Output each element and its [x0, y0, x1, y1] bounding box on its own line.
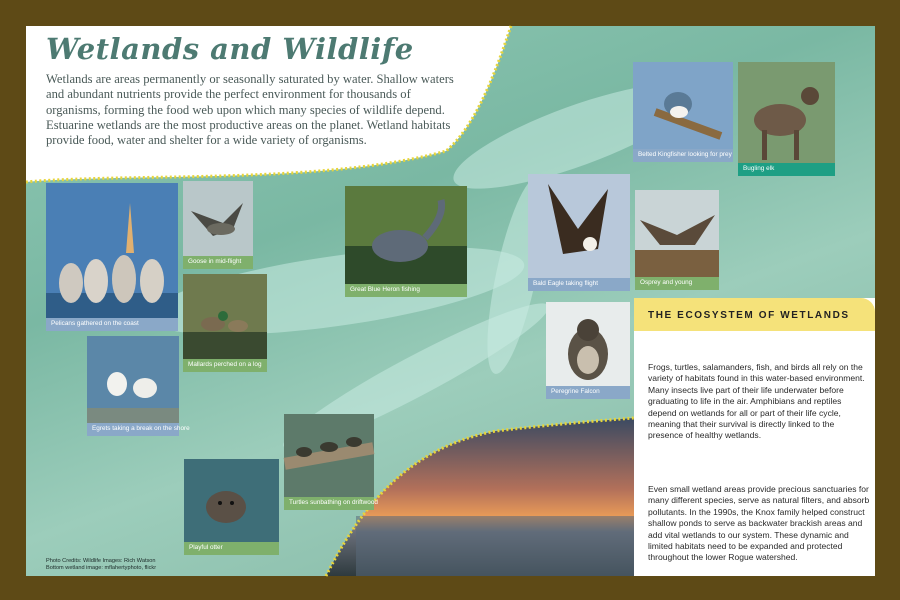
- pelicans-image: [46, 183, 178, 331]
- photo-elk: [738, 62, 835, 176]
- photo-mallards: [183, 274, 267, 372]
- caption-falcon: Peregrine Falcon: [546, 386, 630, 399]
- caption-pelicans: Pelicans gathered on the coast: [46, 318, 178, 331]
- credits-line-2: Bottom wetland image: mflahertyphoto, flickr: [46, 565, 157, 571]
- caption-heron: Great Blue Heron fishing: [345, 284, 467, 297]
- caption-egrets: Egrets taking a break on the shore: [87, 423, 179, 436]
- photo-osprey: [635, 190, 719, 290]
- page-title: Wetlands and Wildlife: [46, 32, 414, 66]
- ecosystem-paragraph-2: Even small wetland areas provide precious sanctuaries for many different species, serve as natural filters, and absorb pollutants. In the 1990s, the Knox family helped construct shallow ponds to serve as backwater brackish areas and add vital wetlands to our system. These dynamic and limited habitats need to be expanded and protected throughout the lower Rogue watershed.: [648, 484, 870, 563]
- photo-turtles: [284, 414, 378, 510]
- photo-egrets: [87, 336, 190, 436]
- photo-eagle: [528, 174, 630, 291]
- caption-mallards: Mallards perched on a log: [183, 359, 267, 372]
- photo-falcon: [546, 302, 630, 399]
- caption-goose: Goose in mid-flight: [183, 256, 253, 269]
- photo-credits: [46, 558, 156, 572]
- elk-image: [738, 62, 835, 176]
- falcon-image: [546, 302, 630, 399]
- credits-line-1: Photo Credits: Wildlife Images: Rich Watson: [46, 558, 156, 564]
- wetlands-panel: [26, 26, 875, 576]
- egrets-image: [87, 336, 179, 436]
- caption-kingfisher: Belted Kingfisher looking for prey: [633, 149, 733, 162]
- water-reflection: [356, 516, 634, 576]
- caption-osprey: Osprey and young: [635, 277, 719, 290]
- eagle-image: [528, 174, 630, 291]
- caption-eagle: Bald Eagle taking flight: [528, 278, 630, 291]
- kingfisher-image: [633, 62, 733, 162]
- photo-otter: [184, 459, 279, 555]
- ecosystem-paragraph-1: Frogs, turtles, salamanders, fish, and birds all rely on the variety of habitats found in this water-based environment. Many insects live part of their life underwater before graduating to life in the air. Amphibians and reptiles depend on wetlands for all or part of their life cycle, meaning that their survival is directly linked to the presence of healthy wetlands.: [648, 362, 865, 441]
- otter-image: [184, 459, 279, 555]
- caption-otter: Playful otter: [184, 542, 279, 555]
- ecosystem-header: [634, 298, 875, 331]
- turtles-image: [284, 414, 374, 510]
- caption-elk: Bugling elk: [738, 163, 835, 176]
- photo-pelicans: [46, 183, 178, 331]
- heron-image: [345, 186, 467, 297]
- photo-kingfisher: [633, 62, 733, 162]
- photo-heron: [345, 186, 467, 297]
- ecosystem-title: THE ECOSYSTEM OF WETLANDS: [648, 310, 850, 321]
- mallards-image: [183, 274, 267, 372]
- caption-turtles: Turtles sunbathing on driftwood: [284, 497, 374, 510]
- photo-goose: [183, 181, 253, 269]
- osprey-image: [635, 190, 719, 290]
- intro-paragraph: Wetlands are areas permanently or seasonally saturated by water. Shallow waters and abundant nutrients provide the perfect environment for thousands of organisms, forming the food web upon which many species of wildlife depend. Estuarine wetlands are the most productive areas on the planet. Wetland habitats provide food, water and shelter for a wide variety of organisms.: [46, 72, 454, 148]
- ecosystem-box: [634, 298, 875, 576]
